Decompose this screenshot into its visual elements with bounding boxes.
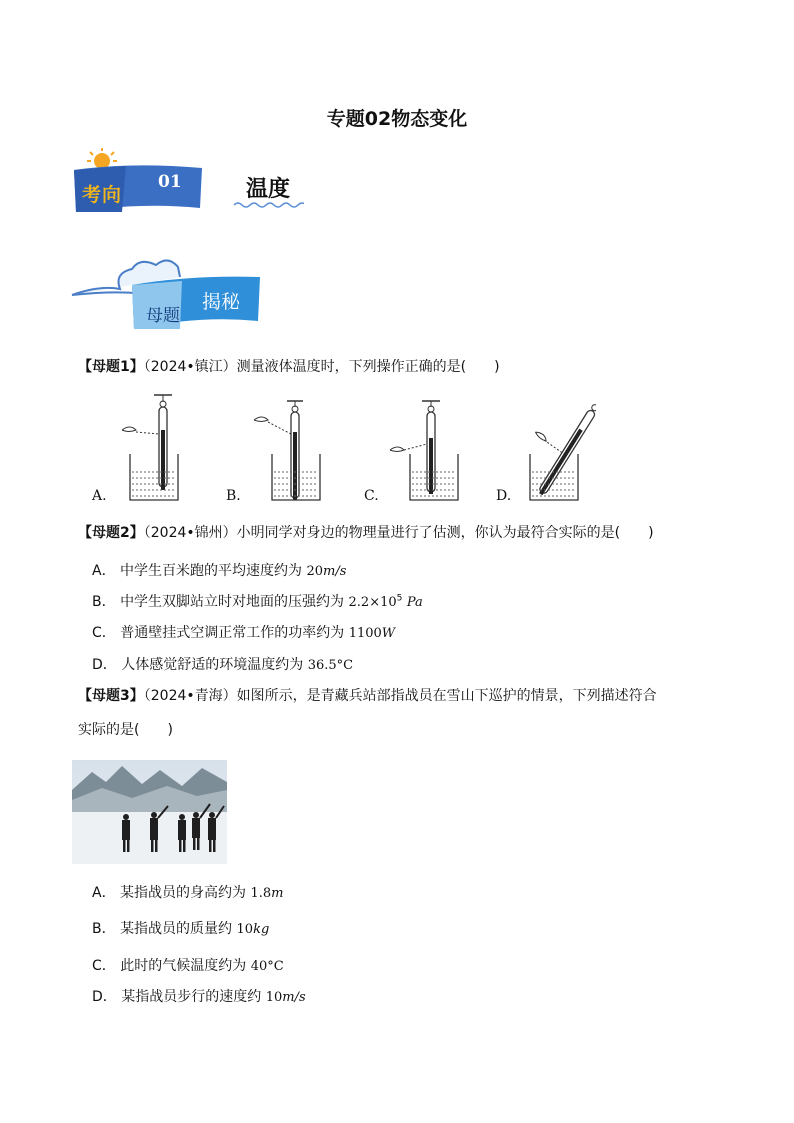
- option-value: 20: [306, 564, 324, 579]
- option-letter: D．: [92, 989, 117, 1005]
- question-source: （2024•青海）: [143, 688, 237, 704]
- q1-figure-d: [496, 392, 596, 504]
- thermometer-beaker-icon: [388, 392, 464, 504]
- option-text: 中学生双脚站立时对地面的压强约为: [120, 594, 345, 610]
- q3-option-c: [92, 955, 284, 975]
- banner-word-1: 母题: [146, 306, 180, 326]
- q3-option-d: [92, 986, 306, 1006]
- question-source: （2024•锦州）: [143, 525, 237, 541]
- section-badge: [70, 148, 210, 218]
- page-title: 专题02物态变化: [326, 108, 468, 130]
- badge-number: 01: [158, 172, 182, 192]
- option-unit: m: [271, 886, 284, 901]
- question-tag: 【母题2】: [78, 525, 144, 541]
- option-label: A.: [92, 488, 107, 504]
- option-label: C.: [364, 488, 379, 504]
- question-text: 测量液体温度时，下列操作正确的是( ): [236, 359, 500, 375]
- thermometer-beaker-icon: [250, 392, 326, 504]
- option-text: 某指战员的质量约: [120, 921, 233, 937]
- q1-figure-c: [364, 392, 464, 504]
- option-value: 40: [250, 959, 268, 974]
- option-letter: C．: [92, 625, 116, 641]
- option-text: 普通壁挂式空调正常工作的功率约为: [120, 625, 345, 641]
- banner-word-2: 揭秘: [202, 291, 241, 313]
- option-text: 中学生百米跑的平均速度约为: [120, 563, 303, 579]
- question-source: （2024•镇江）: [143, 359, 237, 375]
- option-text: 某指战员的身高约为: [120, 885, 247, 901]
- question-tag: 【母题1】: [78, 359, 144, 375]
- option-value: 10: [265, 990, 283, 1005]
- q1-figure-a: [92, 392, 192, 504]
- option-label: D.: [496, 488, 512, 504]
- option-value: 1100: [348, 626, 382, 641]
- option-unit: °C: [267, 959, 284, 974]
- option-value: 36.5: [307, 658, 337, 673]
- option-letter: A．: [92, 563, 116, 579]
- option-letter: D．: [92, 657, 117, 673]
- q1-figure-b: [226, 392, 326, 504]
- question-3-line-2: 实际的是( ): [78, 722, 173, 738]
- option-c: [92, 622, 395, 642]
- option-unit: Pa: [406, 595, 423, 610]
- option-value: 1.8: [250, 886, 272, 901]
- option-text: 此时的气候温度约为: [120, 958, 247, 974]
- option-unit: m/s: [323, 564, 347, 579]
- option-a: [92, 560, 346, 580]
- question-tag: 【母题3】: [78, 688, 144, 704]
- option-value: 2.2×10: [348, 595, 397, 610]
- option-text: 某指战员步行的速度约: [121, 989, 262, 1005]
- q3-option-b: [92, 918, 269, 938]
- section-heading: 温度: [246, 177, 291, 202]
- option-b: [92, 591, 423, 611]
- option-unit: W: [381, 626, 396, 641]
- thermometer-beaker-icon: [520, 392, 596, 504]
- option-value: 10: [236, 922, 254, 937]
- option-exponent: 5: [396, 593, 403, 604]
- sun-icon: [87, 148, 117, 169]
- option-label: B.: [226, 488, 241, 504]
- option-letter: B．: [92, 921, 116, 937]
- question-1: [78, 357, 500, 377]
- thermometer-beaker-icon: [116, 392, 192, 504]
- option-unit: °C: [336, 658, 354, 673]
- wave-underline: [232, 200, 304, 210]
- question-text: 如图所示，是青藏兵站部指战员在雪山下巡护的情景，下列描述符合: [236, 688, 657, 704]
- badge-text: 考向: [82, 184, 123, 206]
- question-2: [78, 523, 654, 543]
- option-unit: kg: [253, 922, 270, 937]
- option-unit: m/s: [282, 990, 306, 1005]
- option-letter: A．: [92, 885, 116, 901]
- question-3: [78, 686, 728, 706]
- option-letter: B．: [92, 594, 116, 610]
- q3-option-a: [92, 882, 284, 902]
- option-text: 人体感觉舒适的环境温度约为: [121, 657, 304, 673]
- question-text: 小明同学对身边的物理量进行了估测，你认为最符合实际的是( ): [236, 525, 654, 541]
- snow-patrol-photo: [72, 760, 227, 864]
- mother-question-banner: [70, 255, 270, 335]
- option-d: [92, 654, 353, 674]
- option-letter: C．: [92, 958, 116, 974]
